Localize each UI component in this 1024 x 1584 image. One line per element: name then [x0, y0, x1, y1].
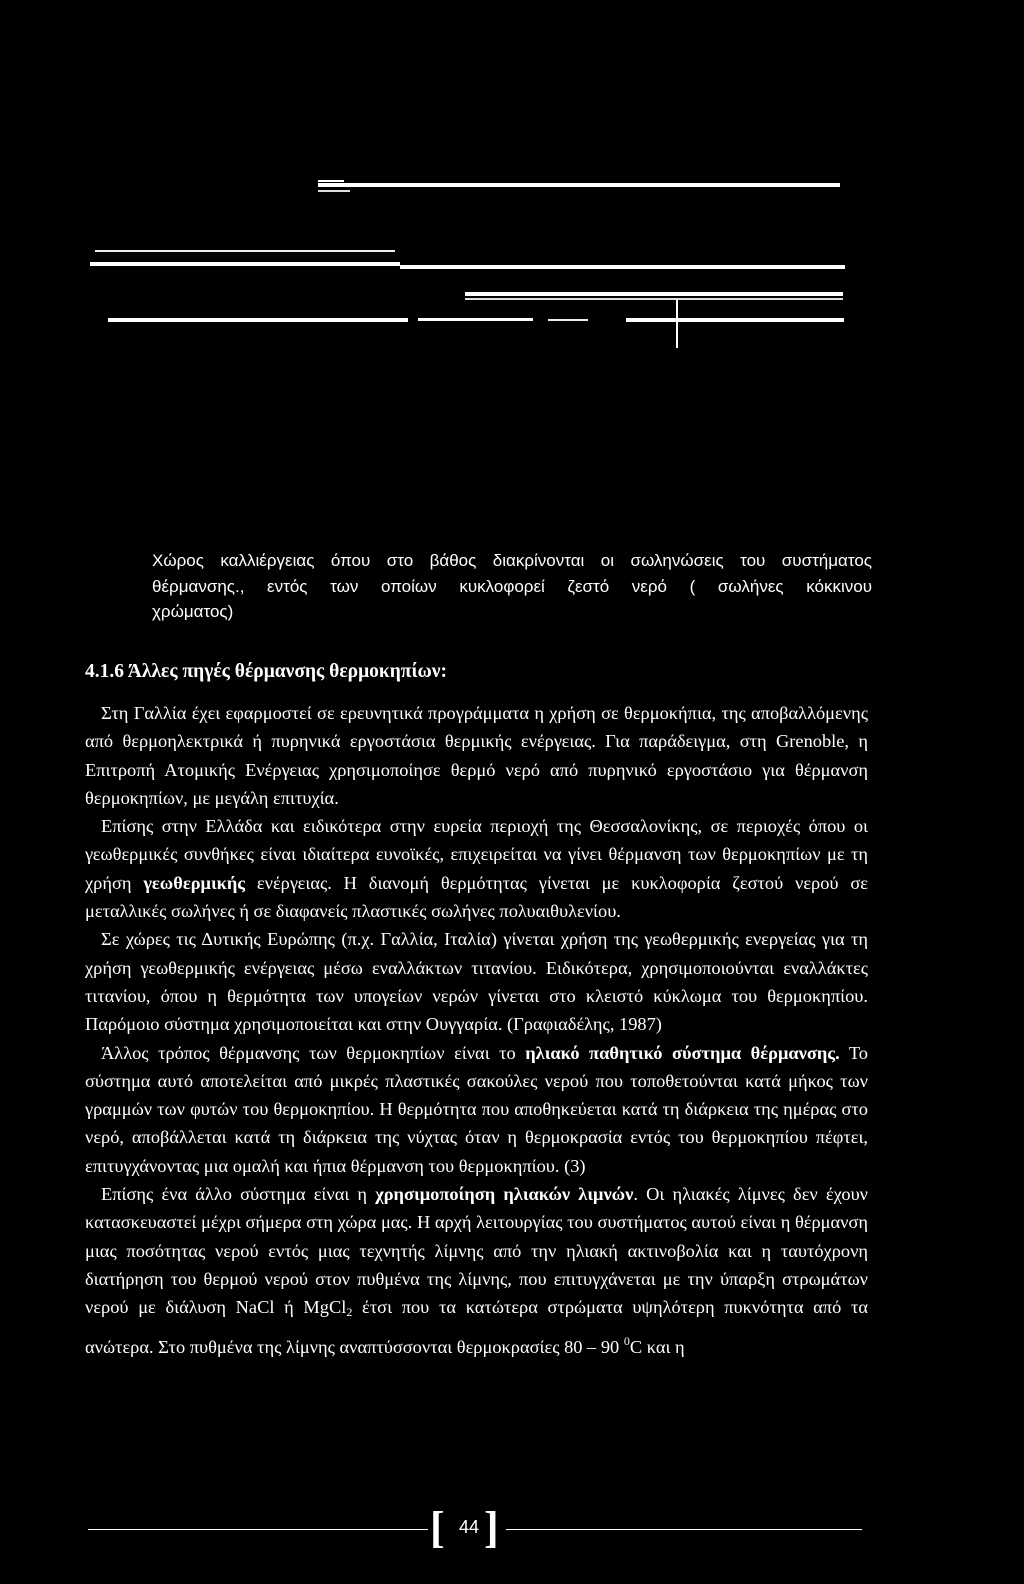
paragraph-4-text-a: Άλλος τρόπος θέρμανσης των θερμοκηπίων είναι το [101, 1042, 526, 1063]
paragraph-1 [85, 699, 868, 812]
paragraph-5-text-d: C και η [629, 1336, 685, 1357]
section-heading: 4.1.6 Άλλες πηγές θέρμανσης θερμοκηπίων: [85, 661, 447, 682]
caption-line-2: θέρμανσης., εντός των οποίων κυκλοφορεί ζεστό νερό ( σωλήνες κόκκινου [152, 576, 872, 596]
paragraph-2-text-b: ενέργειας. Η διανομή θερμότητας γίνεται με κυκλοφορία ζεστού νερού σε μεταλλικές σωλήνες ή σε διαφανείς πλαστικές σωλήνες πολυαιθυλενίου. [85, 872, 868, 922]
footer-rule-right [506, 1529, 862, 1530]
footer-bracket-left: [ [430, 1503, 445, 1552]
greenhouse-photo [0, 0, 1024, 540]
paragraph-5-text-c: έτσι που τα κατώτερα στρώματα υψηλότερη πυκνότητα από τα ανώτερα. Στο πυθμένα της λίμνης αναπτύσσονται θερμοκρασίες 80 – 90 [85, 1297, 868, 1357]
paragraph-4 [85, 1039, 868, 1180]
caption-line-3: χρώματος) [152, 602, 234, 621]
caption-line-1: Χώρος καλλιέργειας όπου στο βάθος διακρίνονται οι σωληνώσεις του συστήματος [152, 551, 872, 570]
paragraph-3-text: Σε χώρες τις Δυτικής Ευρώπης (π.χ. Γαλλία, Ιταλία) γίνεται χρήση της γεωθερμικής ενεργείας για τη χρήση γεωθερμικής ενέργειας μέσω εναλλάκτων τιτανίου. Ειδικότερα, χρησιμοποιούνται εναλλάκτες τιτανίου, όπου η θερμότητα των υπογείων νερών γίνεται στο κλειστό κύκλωμα του θερμοκηπίου. Παρόμοιο σύστημα χρησιμοποιείται και στην Ουγγαρία. (Γραφιαδέλης, 1987) [85, 929, 868, 1035]
paragraph-5-text-b: . Οι ηλιακές λίμνες δεν έχουν κατασκευαστεί μέχρι σήμερα στη χώρα μας. Η αρχή λειτουργίας του συστήματος αυτού είναι η θέρμανση μιας ποσότητας νερού εντός μιας τεχνητής λίμνης από την ηλιακή ακτινοβολία και η ταυτόχρονη διατήρηση του θερμού νερού στον πυθμένα της λίμνης, που επιτυγχάνεται με την ύπαρξη στρωμάτων νερού με διάλυση NaCl ή MgCl [85, 1184, 868, 1318]
paragraph-4-bold: ηλιακό παθητικό σύστημα θέρμανσης. [525, 1042, 840, 1063]
paragraph-4-text-b: Το σύστημα αυτό αποτελείται από μικρές πλαστικές σακούλες νερού που τοποθετούνται κατά μήκος των γραμμών των φυτών του θερμοκηπίου. Η θερμότητα που αποθηκεύεται κατά τη διάρκεια της ημέρας στο νερό, αποβάλλεται κατά τη διάρκεια της νύχτας όταν η θερμοκρασία εντός του θερμοκηπίου πέφτει, επιτυγχάνοντας μια ομαλή και ήπια θέρμανση του θερμοκηπίου. (3) [85, 1042, 869, 1176]
paragraph-2-text-a: Επίσης στην Ελλάδα και ειδικότερα στην ευρεία περιοχή της Θεσσαλονίκης, σε περιοχές όπου οι γεωθερμικές συνθήκες είναι ιδιαίτερα ευνοϊκές, επιχειρείται να γίνει θέρμανση των θερμοκηπίων με τη χρήση [85, 816, 868, 893]
section-body [85, 659, 868, 1361]
page-footer [0, 1505, 1024, 1555]
paragraph-1-text: Στη Γαλλία έχει εφαρμοστεί σε ερευνητικά προγράμματα η χρήση σε θερμοκήπια, της αποβαλλόμενης από θερμοηλεκτρικά ή πυρηνικά εργοστάσια θερμικής ενέργειας. Για παράδειγμα, στη Grenoble, η Επιτροπή Ατομικής Ενέργειας χρησιμοποίησε θερμό νερό από πυρηνικό εργοστάσιο για θέρμανση θερμοκηπίων, με μεγάλη επιτυχία. [85, 703, 868, 808]
paragraph-5-text-a: Επίσης ένα άλλο σύστημα είναι η [101, 1184, 376, 1205]
page-number: 44 [458, 1517, 480, 1537]
paragraph-3 [85, 925, 868, 1038]
paragraph-5-superscript: 0 [623, 1333, 630, 1348]
footer-bracket-right: ] [484, 1503, 499, 1552]
footer-rule-left [88, 1529, 428, 1530]
paragraph-5-bold: χρησιμοποίηση ηλιακών λιμνών [375, 1184, 634, 1205]
paragraph-2 [85, 812, 868, 925]
photo-caption [152, 548, 872, 625]
paragraph-2-bold: γεωθερμικής [143, 872, 246, 893]
paragraph-5-subscript: 2 [346, 1305, 353, 1320]
greenhouse-photo-graphic [0, 0, 1024, 540]
paragraph-5 [85, 1180, 868, 1361]
